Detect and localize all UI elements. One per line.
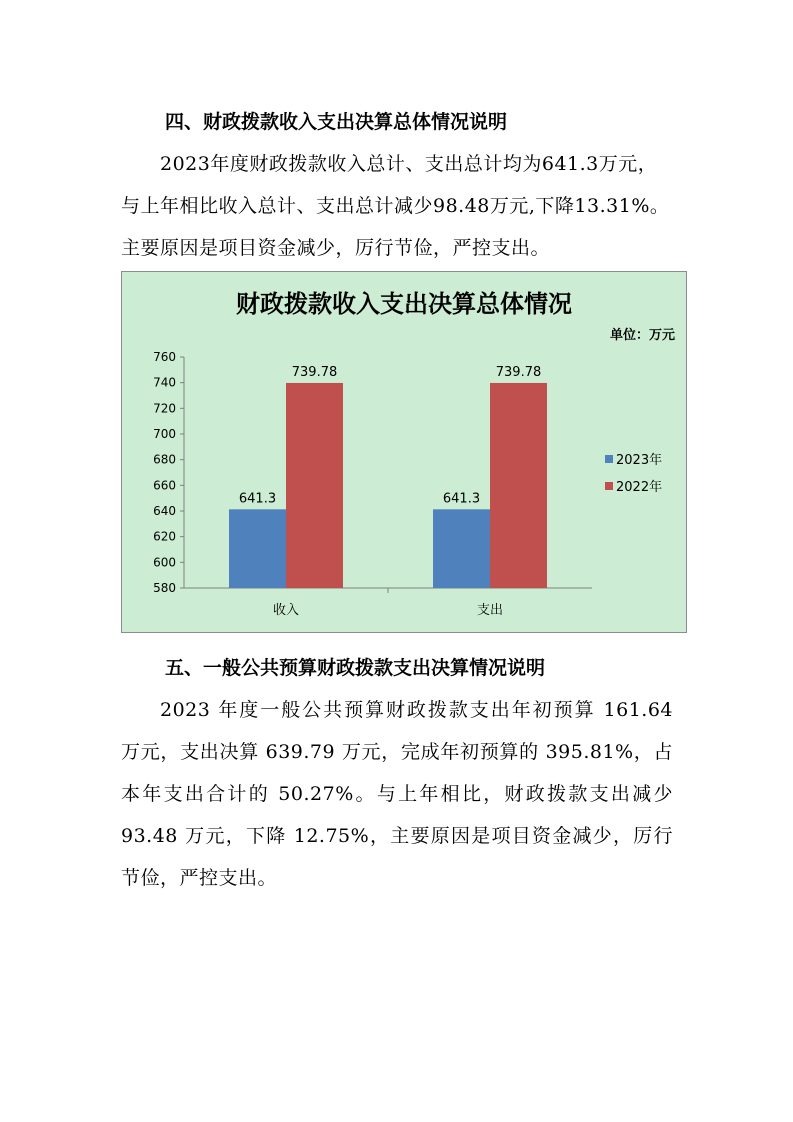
x-tick-label: 支出	[476, 603, 504, 618]
y-tick-label: 740	[153, 375, 176, 390]
chart-unit-label: 单位：万元	[609, 328, 675, 343]
section5-line-3: 本年支出合计的 50.27%。与上年相比，财政拨款支出减少	[121, 783, 673, 805]
section5-line-4: 93.48 万元，下降 12.75%，主要原因是项目资金减少，厉行	[121, 825, 673, 847]
y-tick-label: 720	[153, 401, 176, 416]
y-tick-label: 660	[153, 478, 176, 493]
bar-series-2	[286, 383, 343, 588]
section5-heading: 五、一般公共预算财政拨款支出决算情况说明	[165, 657, 546, 679]
x-tick-label: 收入	[272, 603, 300, 618]
section4-heading: 四、财政拨款收入支出决算总体情况说明	[165, 111, 508, 133]
section5-line-1: 2023 年度一般公共预算财政拨款支出年初预算 161.64	[160, 699, 673, 721]
chart-title: 财政拨款收入支出决算总体情况	[236, 290, 572, 318]
data-label: 739.78	[291, 364, 338, 380]
section4-line-3: 主要原因是项目资金减少，厉行节俭，严控支出。	[121, 237, 551, 259]
section5-line-5: 节俭，严控支出。	[121, 867, 278, 889]
y-tick-label: 620	[153, 529, 176, 544]
data-label: 739.78	[495, 364, 542, 380]
legend-label: 2022年	[616, 480, 663, 495]
bar-series-1	[433, 509, 490, 588]
section4-line-1: 2023年度财政拨款收入总计、支出总计均为641.3万元，	[160, 153, 658, 175]
data-label: 641.3	[442, 491, 481, 507]
legend-label: 2023年	[616, 453, 663, 468]
y-tick-label: 680	[153, 452, 176, 467]
y-tick-label: 580	[153, 581, 176, 595]
chart-container	[121, 271, 687, 633]
y-tick-label: 700	[153, 427, 176, 441]
bar-series-2	[490, 383, 547, 588]
legend-swatch	[605, 455, 613, 463]
section5-line-2: 万元，支出决算 639.79 万元，完成年初预算的 395.81%，占	[121, 741, 673, 763]
y-tick-label: 640	[153, 504, 176, 518]
section4-line-2: 与上年相比收入总计、支出总计减少98.48万元,下降13.31%。	[121, 195, 670, 217]
y-tick-label: 760	[153, 350, 176, 364]
bar-series-1	[229, 509, 286, 588]
bar-chart	[122, 272, 686, 632]
legend-swatch	[605, 482, 613, 490]
data-label: 641.3	[238, 491, 277, 507]
y-tick-label: 600	[153, 555, 176, 570]
